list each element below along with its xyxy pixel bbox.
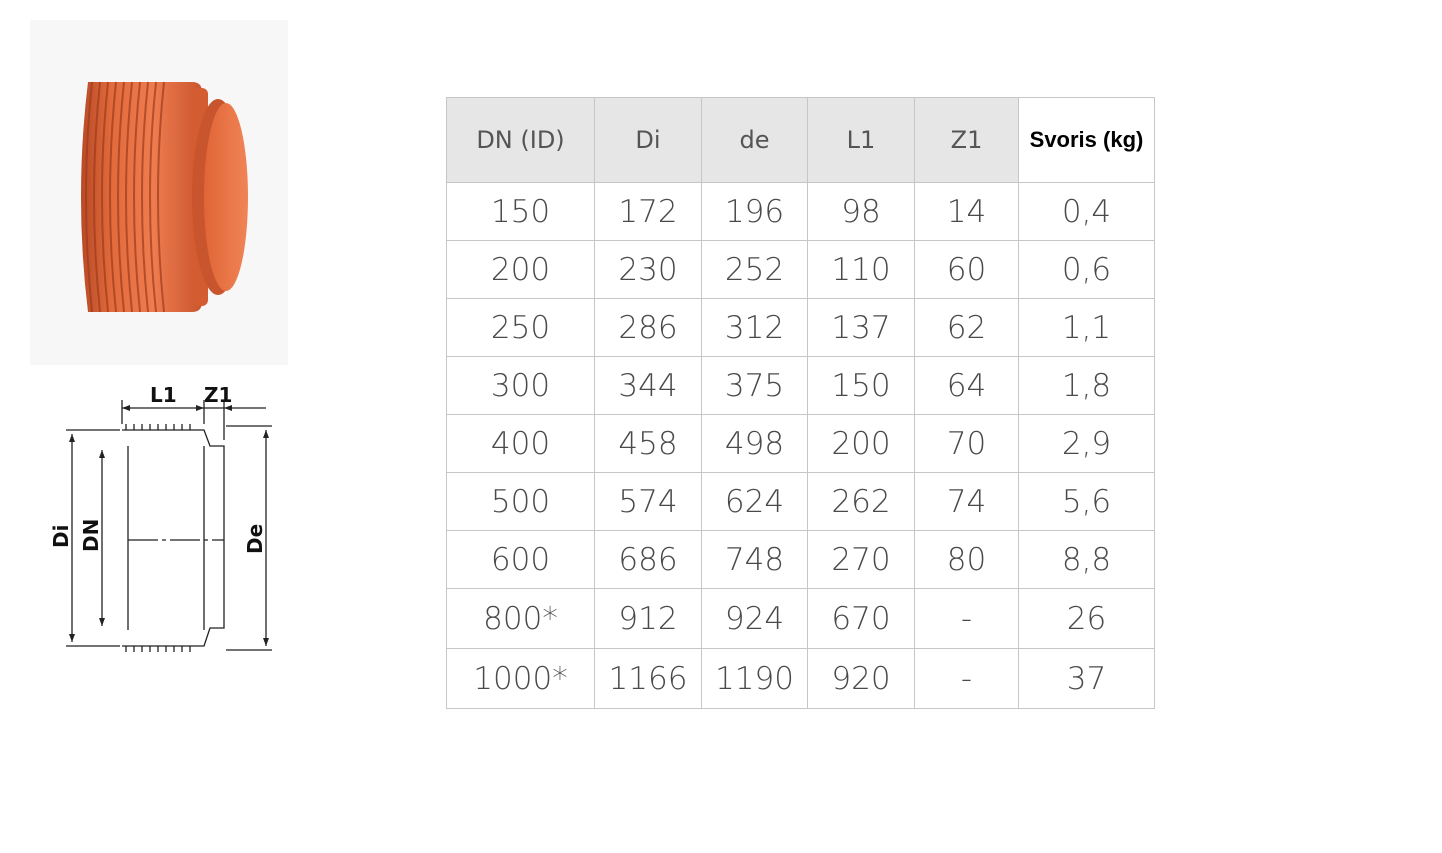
- label-dn: DN: [79, 518, 103, 552]
- table-cell: 62: [915, 299, 1019, 357]
- table-cell: 1,1: [1019, 299, 1155, 357]
- table-cell: 137: [808, 299, 915, 357]
- table-cell: 920: [808, 649, 915, 709]
- table-header-row: [447, 98, 1155, 183]
- table-cell: 8,8: [1019, 531, 1155, 589]
- table-cell: 200: [808, 415, 915, 473]
- table-cell: 196: [702, 183, 808, 241]
- table-cell: 262: [808, 473, 915, 531]
- table-cell: 110: [808, 241, 915, 299]
- table-cell: -: [915, 589, 1019, 649]
- header-dn: DN (ID): [447, 98, 595, 183]
- label-de: De: [243, 523, 267, 554]
- table-cell: -: [915, 649, 1019, 709]
- table-cell: 375: [702, 357, 808, 415]
- table-cell: 14: [915, 183, 1019, 241]
- product-image: [30, 20, 288, 365]
- table-cell: 74: [915, 473, 1019, 531]
- table-cell: 150: [447, 183, 595, 241]
- table-cell: 270: [808, 531, 915, 589]
- table-cell: 312: [702, 299, 808, 357]
- table-cell: 912: [595, 589, 702, 649]
- table-cell: 2,9: [1019, 415, 1155, 473]
- table-cell: 458: [595, 415, 702, 473]
- table-row: [447, 299, 1155, 357]
- table-cell: 26: [1019, 589, 1155, 649]
- table-cell: 1190: [702, 649, 808, 709]
- table-cell: 686: [595, 531, 702, 589]
- table-row: [447, 531, 1155, 589]
- table-cell: 172: [595, 183, 702, 241]
- header-de: de: [702, 98, 808, 183]
- table-row: [447, 357, 1155, 415]
- table-cell: 1166: [595, 649, 702, 709]
- table-cell: 670: [808, 589, 915, 649]
- label-di: Di: [49, 524, 73, 548]
- table-row: [447, 649, 1155, 709]
- table-cell: 60: [915, 241, 1019, 299]
- table-cell: 300: [447, 357, 595, 415]
- table-cell: 230: [595, 241, 702, 299]
- table-row: [447, 589, 1155, 649]
- table-cell: 1,8: [1019, 357, 1155, 415]
- table-cell: 344: [595, 357, 702, 415]
- table-cell: 0,4: [1019, 183, 1155, 241]
- table-cell: 150: [808, 357, 915, 415]
- table-row: [447, 473, 1155, 531]
- table-cell: 250: [447, 299, 595, 357]
- table-row: [447, 415, 1155, 473]
- table-cell: 498: [702, 415, 808, 473]
- table-cell: 600: [447, 531, 595, 589]
- table-cell: 37: [1019, 649, 1155, 709]
- table-cell: 80: [915, 531, 1019, 589]
- table-row: [447, 183, 1155, 241]
- table-cell: 924: [702, 589, 808, 649]
- header-di: Di: [595, 98, 702, 183]
- table-cell: 574: [595, 473, 702, 531]
- table-cell: 5,6: [1019, 473, 1155, 531]
- spec-table: [446, 97, 1155, 709]
- table-cell: 98: [808, 183, 915, 241]
- table-cell: 624: [702, 473, 808, 531]
- dimension-drawing: [44, 378, 284, 668]
- table-row: [447, 241, 1155, 299]
- table-cell: 500: [447, 473, 595, 531]
- header-weight: Svoris (kg): [1019, 98, 1155, 183]
- table-cell: 252: [702, 241, 808, 299]
- table-cell: 70: [915, 415, 1019, 473]
- table-cell: 0,6: [1019, 241, 1155, 299]
- table-cell: 64: [915, 357, 1019, 415]
- header-l1: L1: [808, 98, 915, 183]
- table-cell: 748: [702, 531, 808, 589]
- table-cell: 200: [447, 241, 595, 299]
- table-cell: 800*: [447, 589, 595, 649]
- table-cell: 286: [595, 299, 702, 357]
- label-z1: Z1: [204, 383, 233, 407]
- table-cell: 1000*: [447, 649, 595, 709]
- table-cell: 400: [447, 415, 595, 473]
- label-l1: L1: [150, 383, 177, 407]
- header-z1: Z1: [915, 98, 1019, 183]
